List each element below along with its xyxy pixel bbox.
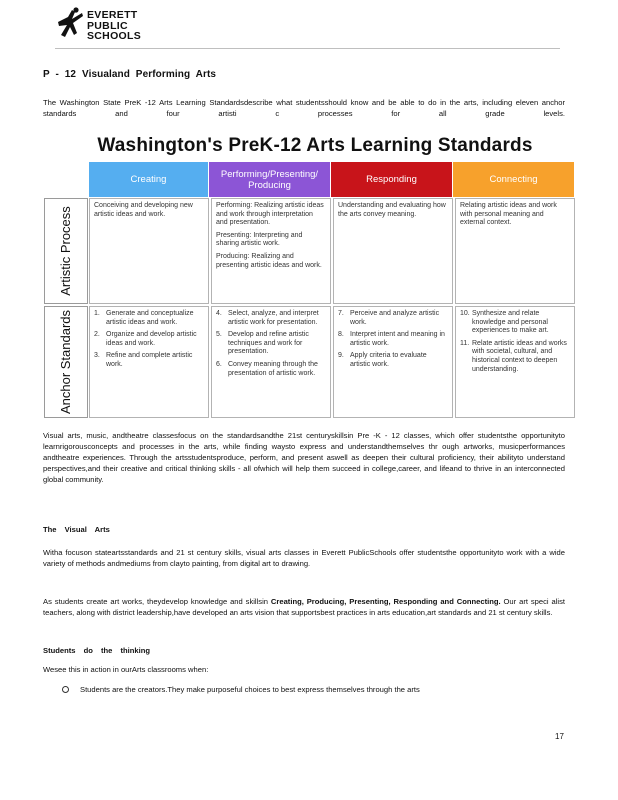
page-number: 17 <box>555 732 564 741</box>
anchor-standard-item: 7. Perceive and analyze artistic work. <box>338 310 440 326</box>
anchor-standard-item: 6. Convey meaning through the presentation of artistic work. <box>216 360 318 377</box>
logo-wordmark: EVERETT PUBLIC SCHOOLS <box>87 9 142 43</box>
visual-arts-paragraph-2: As students create art works, theydevelop knowledge and skillsin Creating, Producing, Presenting, Responding and Connecting. Our art speci alist teachers, along with district leadership,have developed an arts vision that supportsbest practices in arts education,art standards and 21 st century skills. <box>43 597 565 617</box>
header-connecting: Connecting <box>453 162 575 197</box>
school-logo <box>55 6 141 46</box>
header-creating: Creating <box>89 162 209 197</box>
anchor-standard-item: 2. Organize and develop artistic ideas and work. <box>94 331 197 347</box>
anchor-standard-item: 9. Apply criteria to evaluate artistic work. <box>338 352 427 368</box>
row-label-artistic-process: Artistic Process <box>44 198 88 304</box>
anchor-performing-cell <box>211 306 331 418</box>
bullet-item: Students are the creators.They make purposeful choices to best express themselves through the arts <box>62 684 542 695</box>
thinking-lead: Wesee this in action in ourArts classrooms when: <box>43 665 209 674</box>
runner-icon <box>55 7 85 45</box>
anchor-standard-item: 8. Interpret intent and meaning in artistic work. <box>338 331 445 347</box>
anchor-standard-item: 10. Synthesize and relate knowledge and personal experiences to make art. <box>460 310 549 335</box>
process-connecting-cell: Relating artistic ideas and work with personal meaning and external context. <box>455 198 575 304</box>
anchor-connecting-cell <box>455 306 575 418</box>
arts-overview-paragraph: Visual arts, music, andtheatre classesfocus on the standardsandthe 21st centuryskillsin Pre -K - 12 classes, which offer studentsthe opportunityto learnrigorousconcepts and processes in the arts, while finding waysto express and understandthemselves thr ough artworks, musicperformances andtheatre experiences. Through the artsstudentsproduce, perform, and present aswell as deepen their cultural proficiency, their abilityto understand perspectives,and their creative and critical thinking skills - all ofwhich will help them succeed in college,career, and lifeand to thrive in an interconnected global community. <box>43 431 565 484</box>
header-responding: Responding <box>331 162 453 197</box>
anchor-standard-item: 1. Generate and conceptualize artistic ideas and work. <box>94 310 194 326</box>
anchor-responding-cell <box>333 306 453 418</box>
process-creating-cell: Conceiving and developing new artistic ideas and work. <box>89 198 209 304</box>
chart-title: Washington's PreK-12 Arts Learning Standards <box>97 135 533 156</box>
bullet-circle-icon <box>62 686 69 693</box>
section-title: P - 12 Visualand Performing Arts <box>43 69 217 80</box>
header-divider <box>55 48 560 49</box>
standards-grid <box>44 162 575 424</box>
header-performing: Performing/Presenting/ Producing <box>209 162 331 197</box>
anchor-standard-item: 5. Develop and refine artistic techniques and work for presentation. <box>216 331 309 356</box>
anchor-standard-item: 11. Relate artistic ideas and works with societal, cultural, and historical context to deepen understanding. <box>460 339 567 373</box>
anchor-standard-item: 3. Refine and complete artistic work. <box>94 352 193 368</box>
anchor-creating-cell <box>89 306 209 418</box>
process-performing-cell: Performing: Realizing artistic ideas and work through interpretation and presentation. Presenting: Interpreting and sharing artistic work. Producing: Realizing and presenting artistic ideas and work. <box>211 198 331 304</box>
visual-arts-heading: The Visual Arts <box>43 525 110 534</box>
thinking-heading: Students do the thinking <box>43 646 151 655</box>
row-label-anchor-standards: Anchor Standards <box>44 306 88 418</box>
anchor-standard-item: 4. Select, analyze, and interpret artistic work for presentation. <box>216 310 319 326</box>
intro-paragraph: The Washington State PreK -12 Arts Learning Standardsdescribe what studentsshould know and be able to do in the arts, including eleven anchor standards and four artisti c processes for all grade levels. <box>43 98 565 118</box>
visual-arts-paragraph-1: Witha focuson stateartsstandards and 21 st century skills, visual arts classes in Everett PublicSchools offer studentsthe opportunityto work with a wide variety of methods andmediums from clayto painting, from digital art to drawing. <box>43 548 565 568</box>
process-responding-cell: Understanding and evaluating how the arts convey meaning. <box>333 198 453 304</box>
